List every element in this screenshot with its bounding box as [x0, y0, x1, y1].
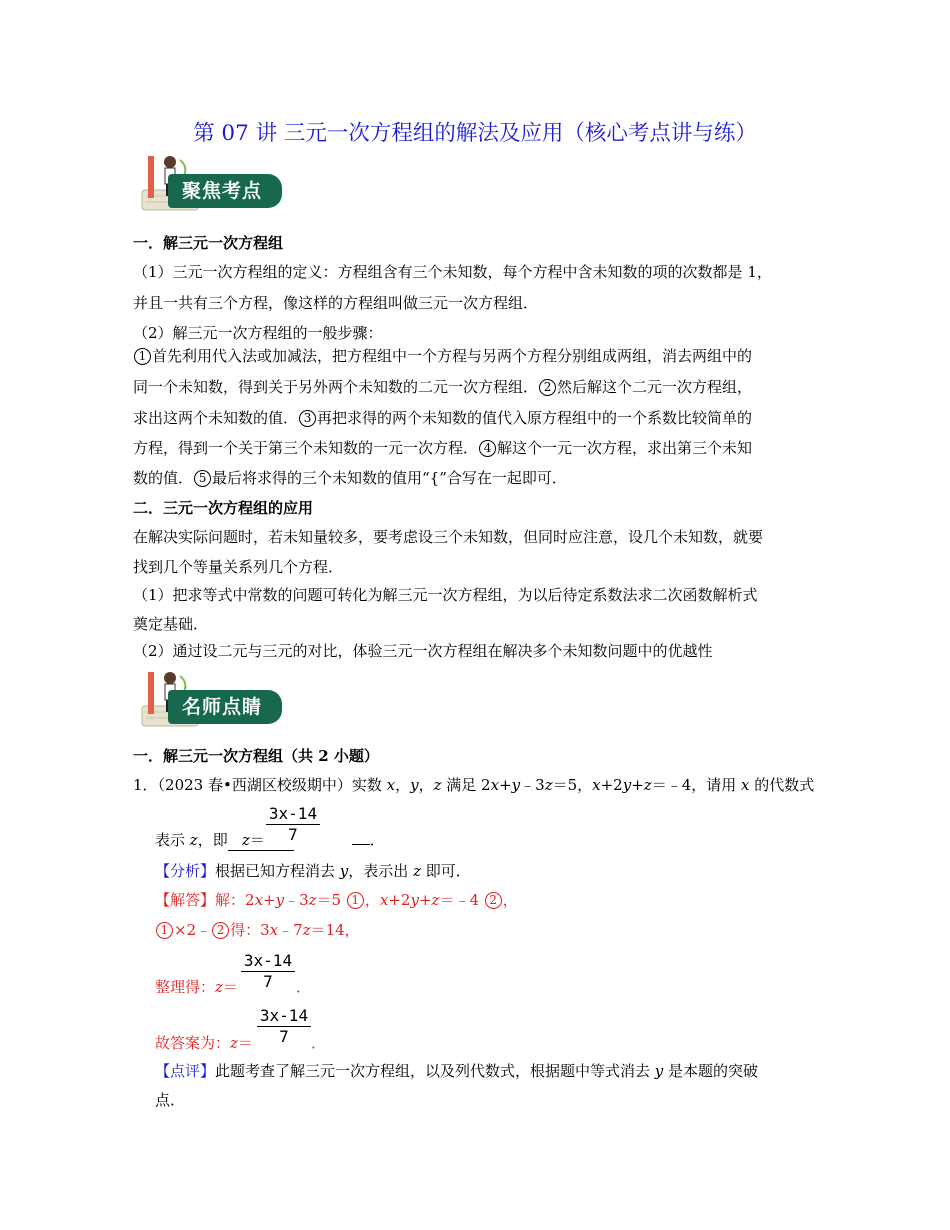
comment-line: 【点评】此题考查了解三元一次方程组，以及列代数式，根据题中等式消去 y 是本题的突破 — [155, 1062, 759, 1080]
analysis-line: 【分析】根据已知方程消去 y，表示出 z 即可． — [155, 862, 471, 880]
fraction: $\frac{3x-14}{7}$ — [257, 1006, 311, 1047]
paragraph: 在解决实际问题时，若未知量较多，要考虑设三个未知数，但同时应注意，设几个未知数，就要 — [133, 528, 764, 546]
step-line: 数的值． 5 最后将求得的三个未知数的值用“{”合写在一起即可． — [133, 469, 567, 487]
solution-line: 【解答】解：2x+y﹣3z＝5 1 ，x+2y+z＝﹣4 2 ， — [155, 891, 518, 909]
answer-blank-line: 表示 z，即 z＝ ． — [155, 831, 385, 849]
paragraph: 并且一共有三个方程，像这样的方程组叫做三元一次方程组． — [133, 294, 539, 312]
circled-number: 1 — [347, 892, 364, 909]
step-line: 1 首先利用代入法或加减法，把方程组中一个方程与另两个方程分别组成两组，消去两组中的 — [133, 346, 752, 366]
comment-tag: 【点评】 — [155, 1062, 216, 1080]
section-heading: 一．解三元一次方程组 — [133, 234, 284, 252]
banner-label: 名师点睛 — [182, 696, 263, 718]
final-answer: 故答案为：z＝ ． — [155, 1034, 326, 1052]
solution-tag: 【解答】 — [155, 891, 216, 909]
circled-number: 1 — [134, 348, 151, 365]
section-banner-teacher — [128, 668, 288, 732]
circled-number: 3 — [299, 410, 316, 427]
paragraph: （1）把求等式中常数的问题可转化为解三元一次方程组，为以后待定系数法求二次函数解析式 — [133, 586, 758, 604]
banner-label: 聚焦考点 — [182, 180, 263, 202]
fraction: $\frac{3x-14}{7}$ — [266, 804, 320, 845]
step-line: 求出这两个未知数的值． 3 再把求得的两个未知数的值代入原方程组中的一个系数比较简单的 — [133, 409, 753, 427]
circled-number: 2 — [212, 922, 229, 939]
section-heading: 二．三元一次方程组的应用 — [133, 499, 314, 517]
solution-step: 整理得：z＝ ． — [155, 978, 311, 996]
answer-blank[interactable]: z＝ — [228, 830, 294, 851]
page-title: 第 07 讲 三元一次方程组的解法及应用（核心考点讲与练） — [193, 121, 757, 146]
solution-step: 1 ×2﹣ 2 得：3x﹣7z＝14， — [155, 920, 360, 940]
circled-number: 1 — [156, 922, 173, 939]
paragraph: 奠定基础． — [133, 615, 209, 633]
circled-number: 2 — [539, 379, 556, 396]
fraction: $\frac{3x-14}{7}$ — [241, 951, 295, 992]
circled-number: 2 — [485, 892, 502, 909]
step-line: 同一个未知数，得到关于另外两个未知数的二元一次方程组． 2 然后解这个二元一次方程组， — [133, 378, 753, 396]
circled-number: 4 — [479, 440, 496, 457]
paragraph: （1）三元一次方程组的定义：方程组含有三个未知数，每个方程中含未知数的项的次数都是 1， — [133, 263, 772, 281]
paragraph: （2）通过设二元与三元的对比，体验三元一次方程组在解决多个未知数问题中的优越性 — [133, 642, 713, 660]
comment-line: 点． — [155, 1091, 186, 1109]
paragraph: 找到几个等量关系列几个方程． — [133, 558, 344, 576]
circled-number: 5 — [194, 470, 211, 487]
analysis-tag: 【分析】 — [155, 862, 216, 880]
section-heading: 一．解三元一次方程组（共 2 小题） — [133, 747, 379, 765]
paragraph: （2）解三元一次方程组的一般步骤： — [133, 324, 383, 342]
question-stem: 1．（2023 春•西湖区校级期中）实数 x，y，z 满足 2x+y﹣3z＝5，x+2y+z＝﹣4，请用 x 的代数式 — [133, 776, 815, 794]
step-line: 方程，得到一个关于第三个未知数的一元一次方程． 4 解这个一元一次方程，求出第三个未知 — [133, 439, 753, 457]
section-banner-focus — [128, 152, 288, 216]
